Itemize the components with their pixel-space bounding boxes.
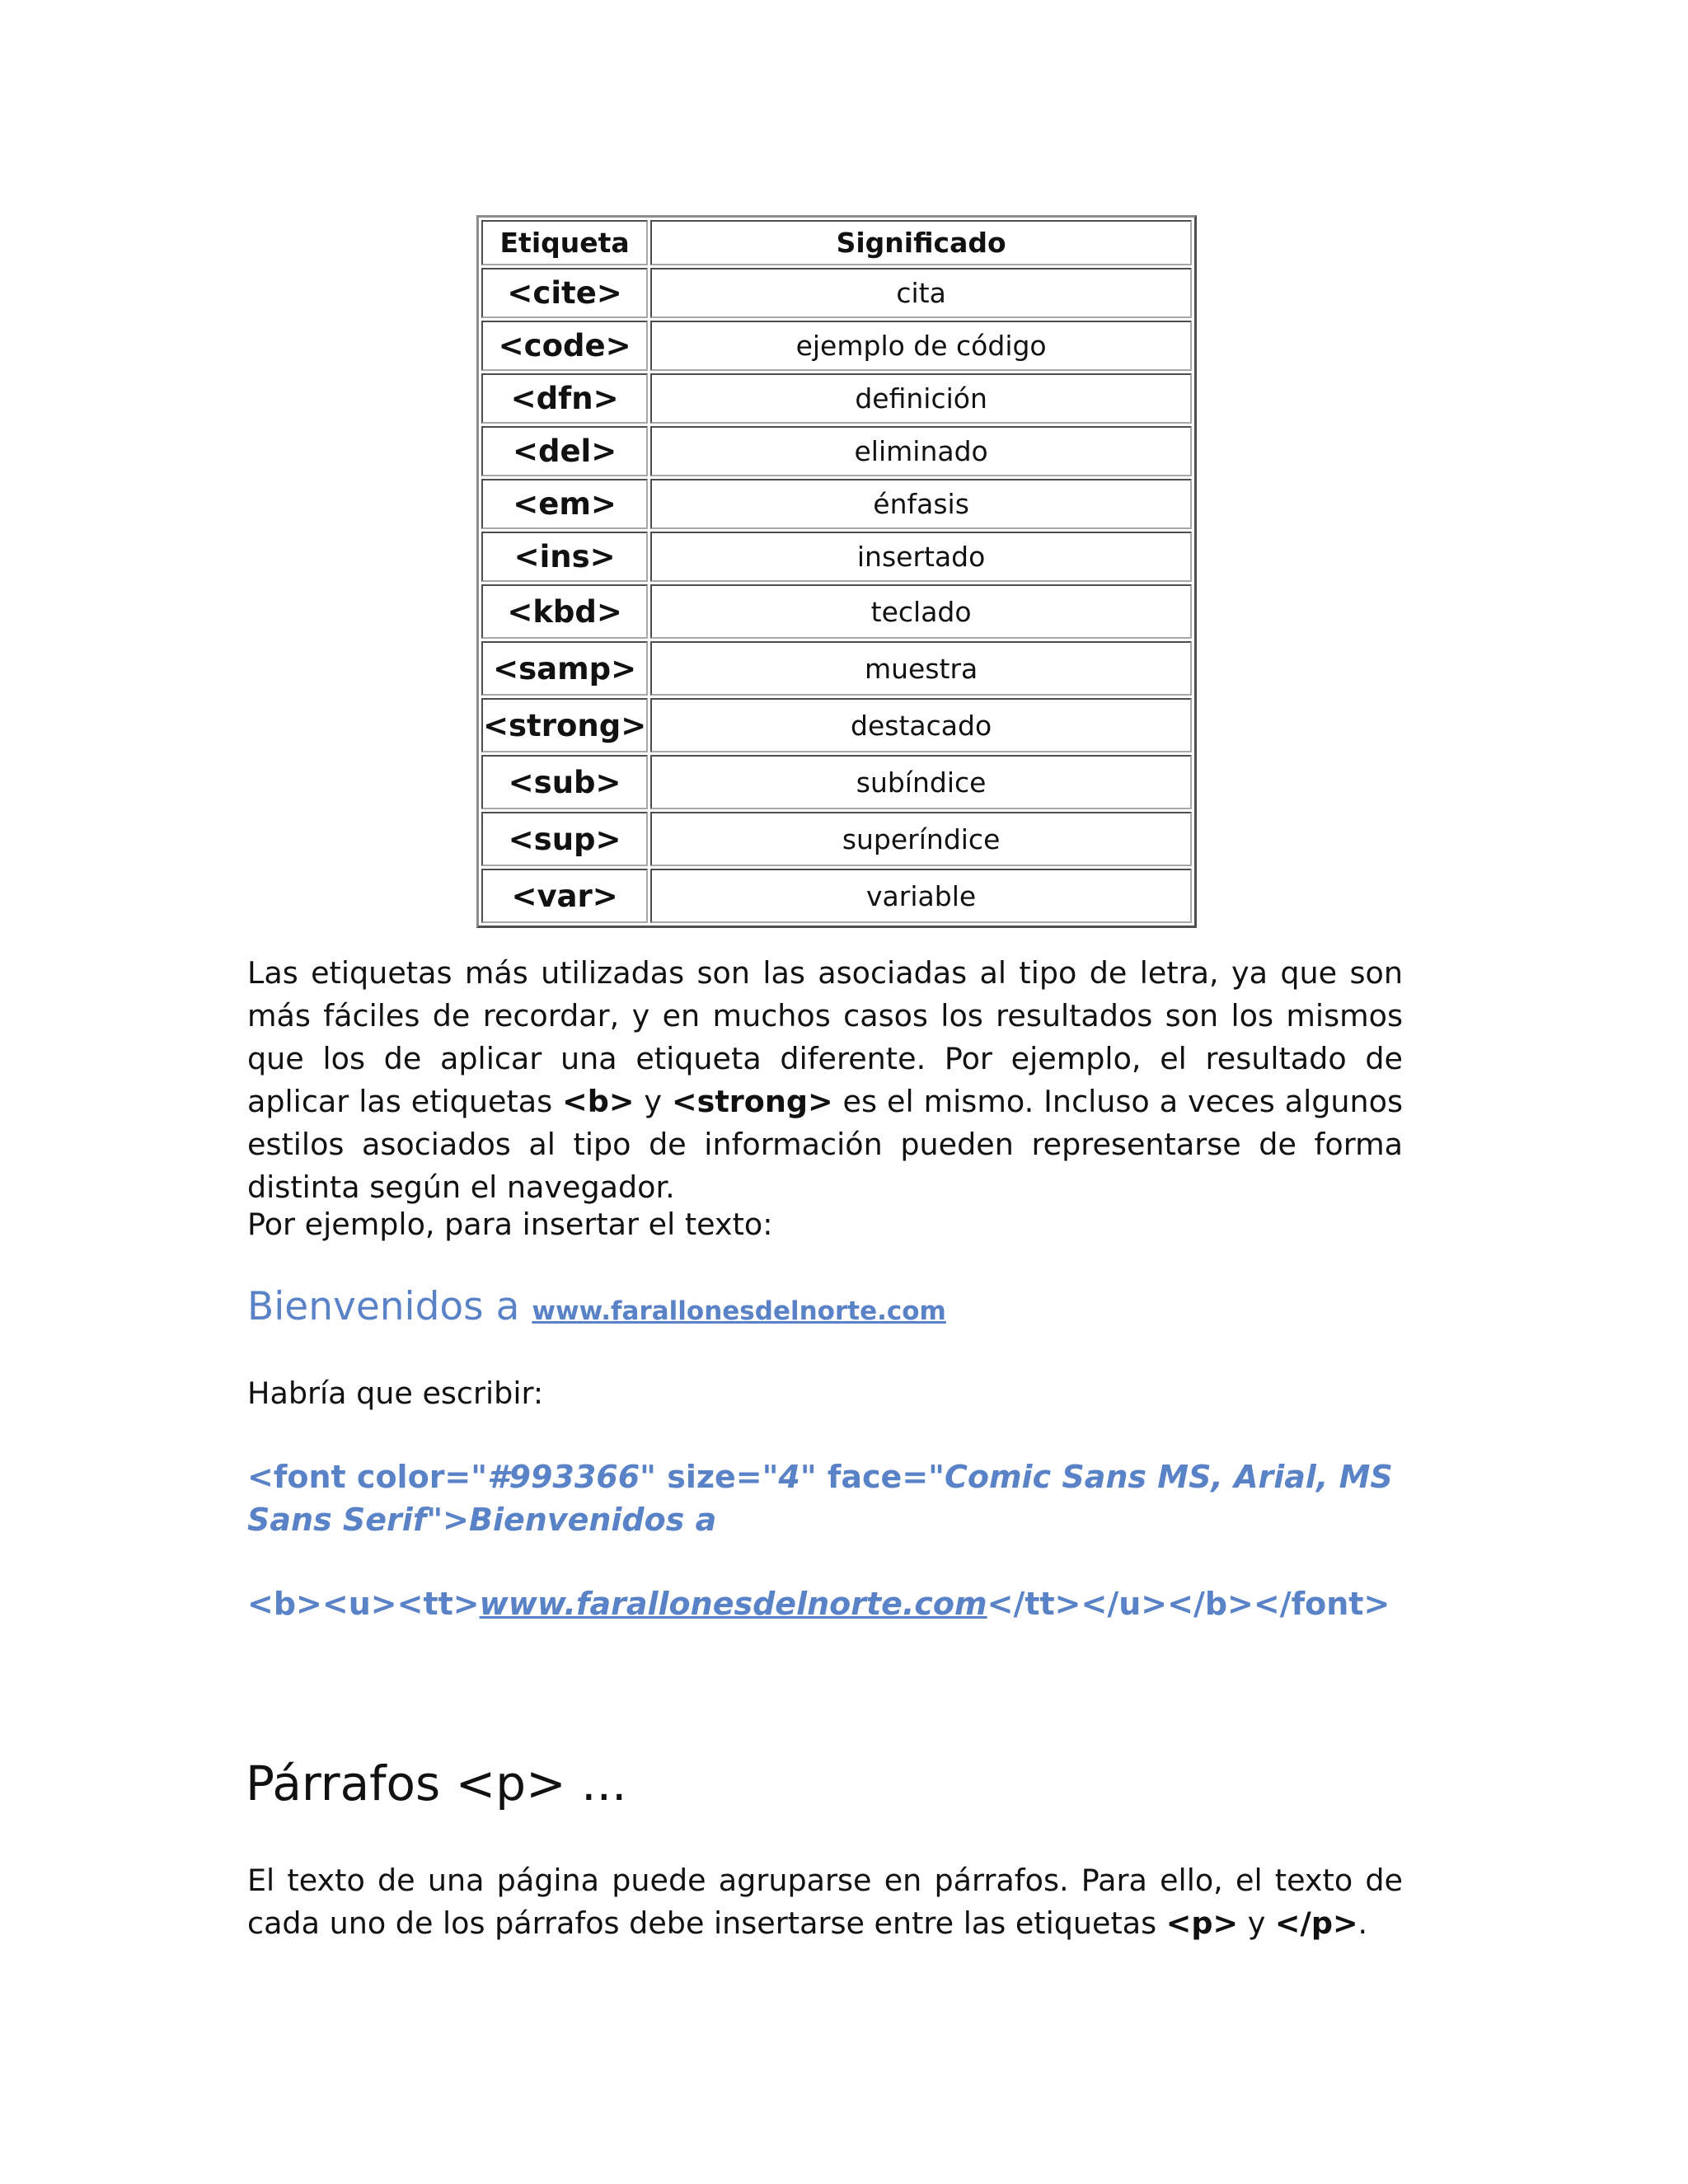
tag-cell: <cite> xyxy=(481,268,648,318)
meaning-cell: teclado xyxy=(650,584,1192,639)
tag-cell: <ins> xyxy=(481,532,648,582)
tag-cell: <dfn> xyxy=(481,373,648,424)
section-heading: Párrafos <p> ... xyxy=(246,1755,627,1811)
code-line-link xyxy=(247,1582,1418,1625)
table-row xyxy=(481,373,1192,424)
code-token: face= xyxy=(816,1459,929,1495)
paragraph-text: es el mismo. Incluso a veces algunos estilos asociados al tipo de información pueden representarse de forma distinta según el navegador. xyxy=(247,1084,1403,1205)
tag-cell: <del> xyxy=(481,426,648,476)
tag-cell: <samp> xyxy=(481,641,648,696)
table-row xyxy=(481,698,1192,752)
code-token: "Comic Sans MS, Arial, MS Sans Serif" xyxy=(247,1459,1393,1538)
meaning-cell: insertado xyxy=(650,532,1192,582)
inline-tag-p: <p> xyxy=(1165,1905,1239,1941)
tag-cell: <sub> xyxy=(481,755,648,809)
table-row xyxy=(481,426,1192,476)
inline-tag-b: <b> xyxy=(562,1084,635,1119)
code-token: </tt></u></b></font> xyxy=(987,1586,1390,1622)
table-row xyxy=(481,268,1192,318)
tags-table xyxy=(476,215,1197,928)
table-row xyxy=(481,321,1192,371)
tag-cell: <kbd> xyxy=(481,584,648,639)
header-etiqueta: Etiqueta xyxy=(481,220,648,265)
tag-cell: <var> xyxy=(481,869,648,923)
paragraph-example-intro: Por ejemplo, para insertar el texto: xyxy=(247,1207,773,1242)
code-token: "4" xyxy=(762,1459,817,1495)
paragraph-write-intro: Habría que escribir: xyxy=(247,1376,544,1411)
tag-cell: <strong> xyxy=(481,698,648,752)
table-row xyxy=(481,532,1192,582)
meaning-cell: superíndice xyxy=(650,812,1192,866)
meaning-cell: cita xyxy=(650,268,1192,318)
paragraph-text: El texto de una página puede agruparse en párrafos. Para ello, el texto de cada uno de los párrafos debe insertarse entre las etiquetas xyxy=(247,1863,1403,1941)
paragraph-p-tags xyxy=(247,1859,1403,1945)
code-token: <font color= xyxy=(247,1459,471,1495)
tag-cell: <sup> xyxy=(481,812,648,866)
welcome-link[interactable]: www.farallonesdelnorte.com xyxy=(532,1296,946,1326)
code-token: "#993366" xyxy=(471,1459,656,1495)
code-link-token: www.farallonesdelnorte.com xyxy=(479,1586,987,1622)
table-header-row xyxy=(481,220,1192,265)
paragraph-text: y xyxy=(1238,1905,1275,1941)
meaning-cell: definición xyxy=(650,373,1192,424)
table-row xyxy=(481,584,1192,639)
meaning-cell: eliminado xyxy=(650,426,1192,476)
meaning-cell: énfasis xyxy=(650,479,1192,529)
meaning-cell: destacado xyxy=(650,698,1192,752)
tag-cell: <code> xyxy=(481,321,648,371)
tag-cell: <em> xyxy=(481,479,648,529)
code-token: Bienvenidos a xyxy=(469,1502,717,1538)
paragraph-text: Las etiquetas más utilizadas son las asociadas al tipo de letra, ya que son más fáciles de recordar, y en muchos casos los resultados son los mismos que los de aplicar una etiqueta diferente. Por ejemplo, el resultado de aplicar las etiquetas xyxy=(247,955,1403,1119)
inline-tag-p-close: </p> xyxy=(1274,1905,1358,1941)
paragraph-font-tags xyxy=(247,952,1403,1209)
table-row xyxy=(481,869,1192,923)
meaning-cell: muestra xyxy=(650,641,1192,696)
meaning-cell: subíndice xyxy=(650,755,1192,809)
paragraph-text: y xyxy=(634,1084,673,1119)
code-token: <b><u><tt> xyxy=(247,1586,480,1622)
inline-tag-strong: <strong> xyxy=(672,1084,833,1119)
table-row xyxy=(481,479,1192,529)
header-significado: Significado xyxy=(650,220,1192,265)
table-row xyxy=(481,755,1192,809)
welcome-example xyxy=(247,1284,946,1329)
meaning-cell: variable xyxy=(650,869,1192,923)
table-row xyxy=(481,641,1192,696)
code-token: > xyxy=(443,1502,469,1538)
code-line-font xyxy=(247,1455,1418,1541)
code-token: size= xyxy=(655,1459,762,1495)
paragraph-text: . xyxy=(1357,1905,1368,1941)
welcome-text: Bienvenidos a xyxy=(247,1284,532,1329)
table-row xyxy=(481,812,1192,866)
meaning-cell: ejemplo de código xyxy=(650,321,1192,371)
